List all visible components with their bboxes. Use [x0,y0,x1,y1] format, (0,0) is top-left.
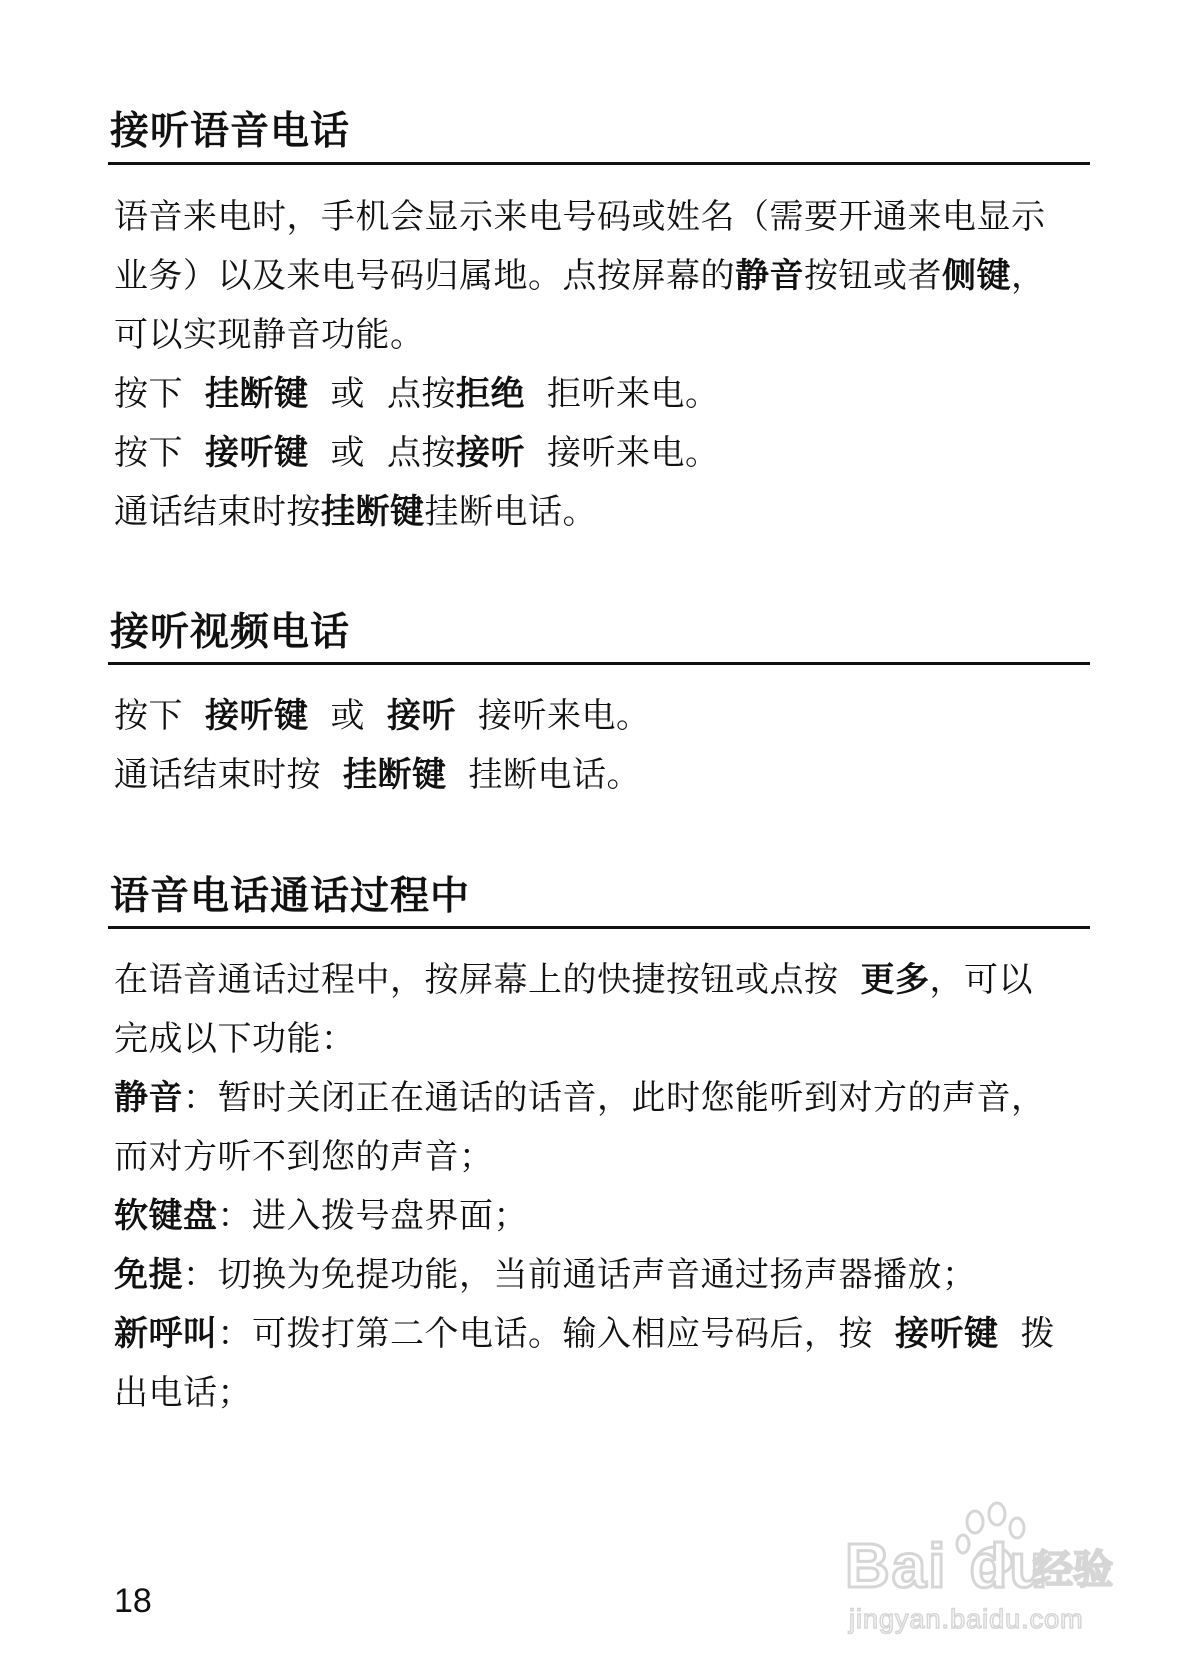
page-number: 18 [114,1582,152,1620]
section-heading-video-call: 接听视频电话 [110,610,351,655]
term-end-key: 挂断键 [343,755,447,795]
baidu-jingyan-watermark [845,1500,1135,1650]
section-heading-in-call: 语音电话通话过程中 [110,874,471,919]
term-answer-key: 接听键 [205,696,309,736]
paragraph-line: 通话结束时按挂断键挂断电话。 [114,492,597,532]
paragraph-line: 而对方听不到您的声音； [114,1137,494,1177]
term-mute: 静音 [114,1078,183,1118]
section-divider [108,926,1090,929]
paragraph-line: 静音：暂时关闭正在通话的话音，此时您能听到对方的声音， [114,1078,1046,1118]
paragraph-line: 可以实现静音功能。 [114,315,425,355]
paragraph-line: 完成以下功能： [114,1019,356,1059]
term-answer-key: 接听键 [895,1314,999,1354]
paragraph-line: 软键盘：进入拨号盘界面； [114,1196,528,1236]
term-end-key: 挂断键 [205,374,309,414]
paragraph-line: 出电话； [114,1373,252,1413]
section-heading-voice-call: 接听语音电话 [110,109,351,154]
term-reject: 拒绝 [456,374,525,414]
term-side-key: 侧键 [942,256,1011,296]
term-more: 更多 [860,960,930,1000]
term-handsfree: 免提 [114,1255,183,1295]
term-answer: 接听 [456,433,525,473]
paragraph-line: 业务）以及来电号码归属地。点按屏幕的静音按钮或者侧键， [114,256,1046,296]
paragraph-line: 按下 接听键 或 接听 接听来电。 [114,696,651,736]
term-answer-key: 接听键 [205,433,309,473]
watermark-brand: Bai du [845,1532,1050,1601]
term-answer: 接听 [387,696,456,736]
term-end-key: 挂断键 [321,492,425,532]
paragraph-line: 通话结束时按 挂断键 挂断电话。 [114,755,641,795]
term-new-call: 新呼叫 [114,1314,218,1354]
watermark-label: 经验 [1033,1547,1113,1593]
term-mute: 静音 [735,256,804,296]
section-divider [108,162,1090,165]
section-divider [108,662,1090,665]
term-soft-keypad: 软键盘 [114,1196,218,1236]
watermark-url: jingyan.baidu.com [849,1604,1084,1634]
paragraph-line: 免提：切换为免提功能，当前通话声音通过扬声器播放； [114,1255,977,1295]
paragraph-line: 按下 挂断键 或 点按拒绝 拒听来电。 [114,374,720,414]
paragraph-line: 按下 接听键 或 点按接听 接听来电。 [114,433,720,473]
paragraph-line: 新呼叫：可拨打第二个电话。输入相应号码后，按 接听键 拨 [114,1314,1055,1354]
paragraph-line: 在语音通话过程中，按屏幕上的快捷按钮或点按 更多，可以 [114,960,1033,1000]
paragraph-line: 语音来电时，手机会显示来电号码或姓名（需要开通来电显示 [114,197,1046,237]
